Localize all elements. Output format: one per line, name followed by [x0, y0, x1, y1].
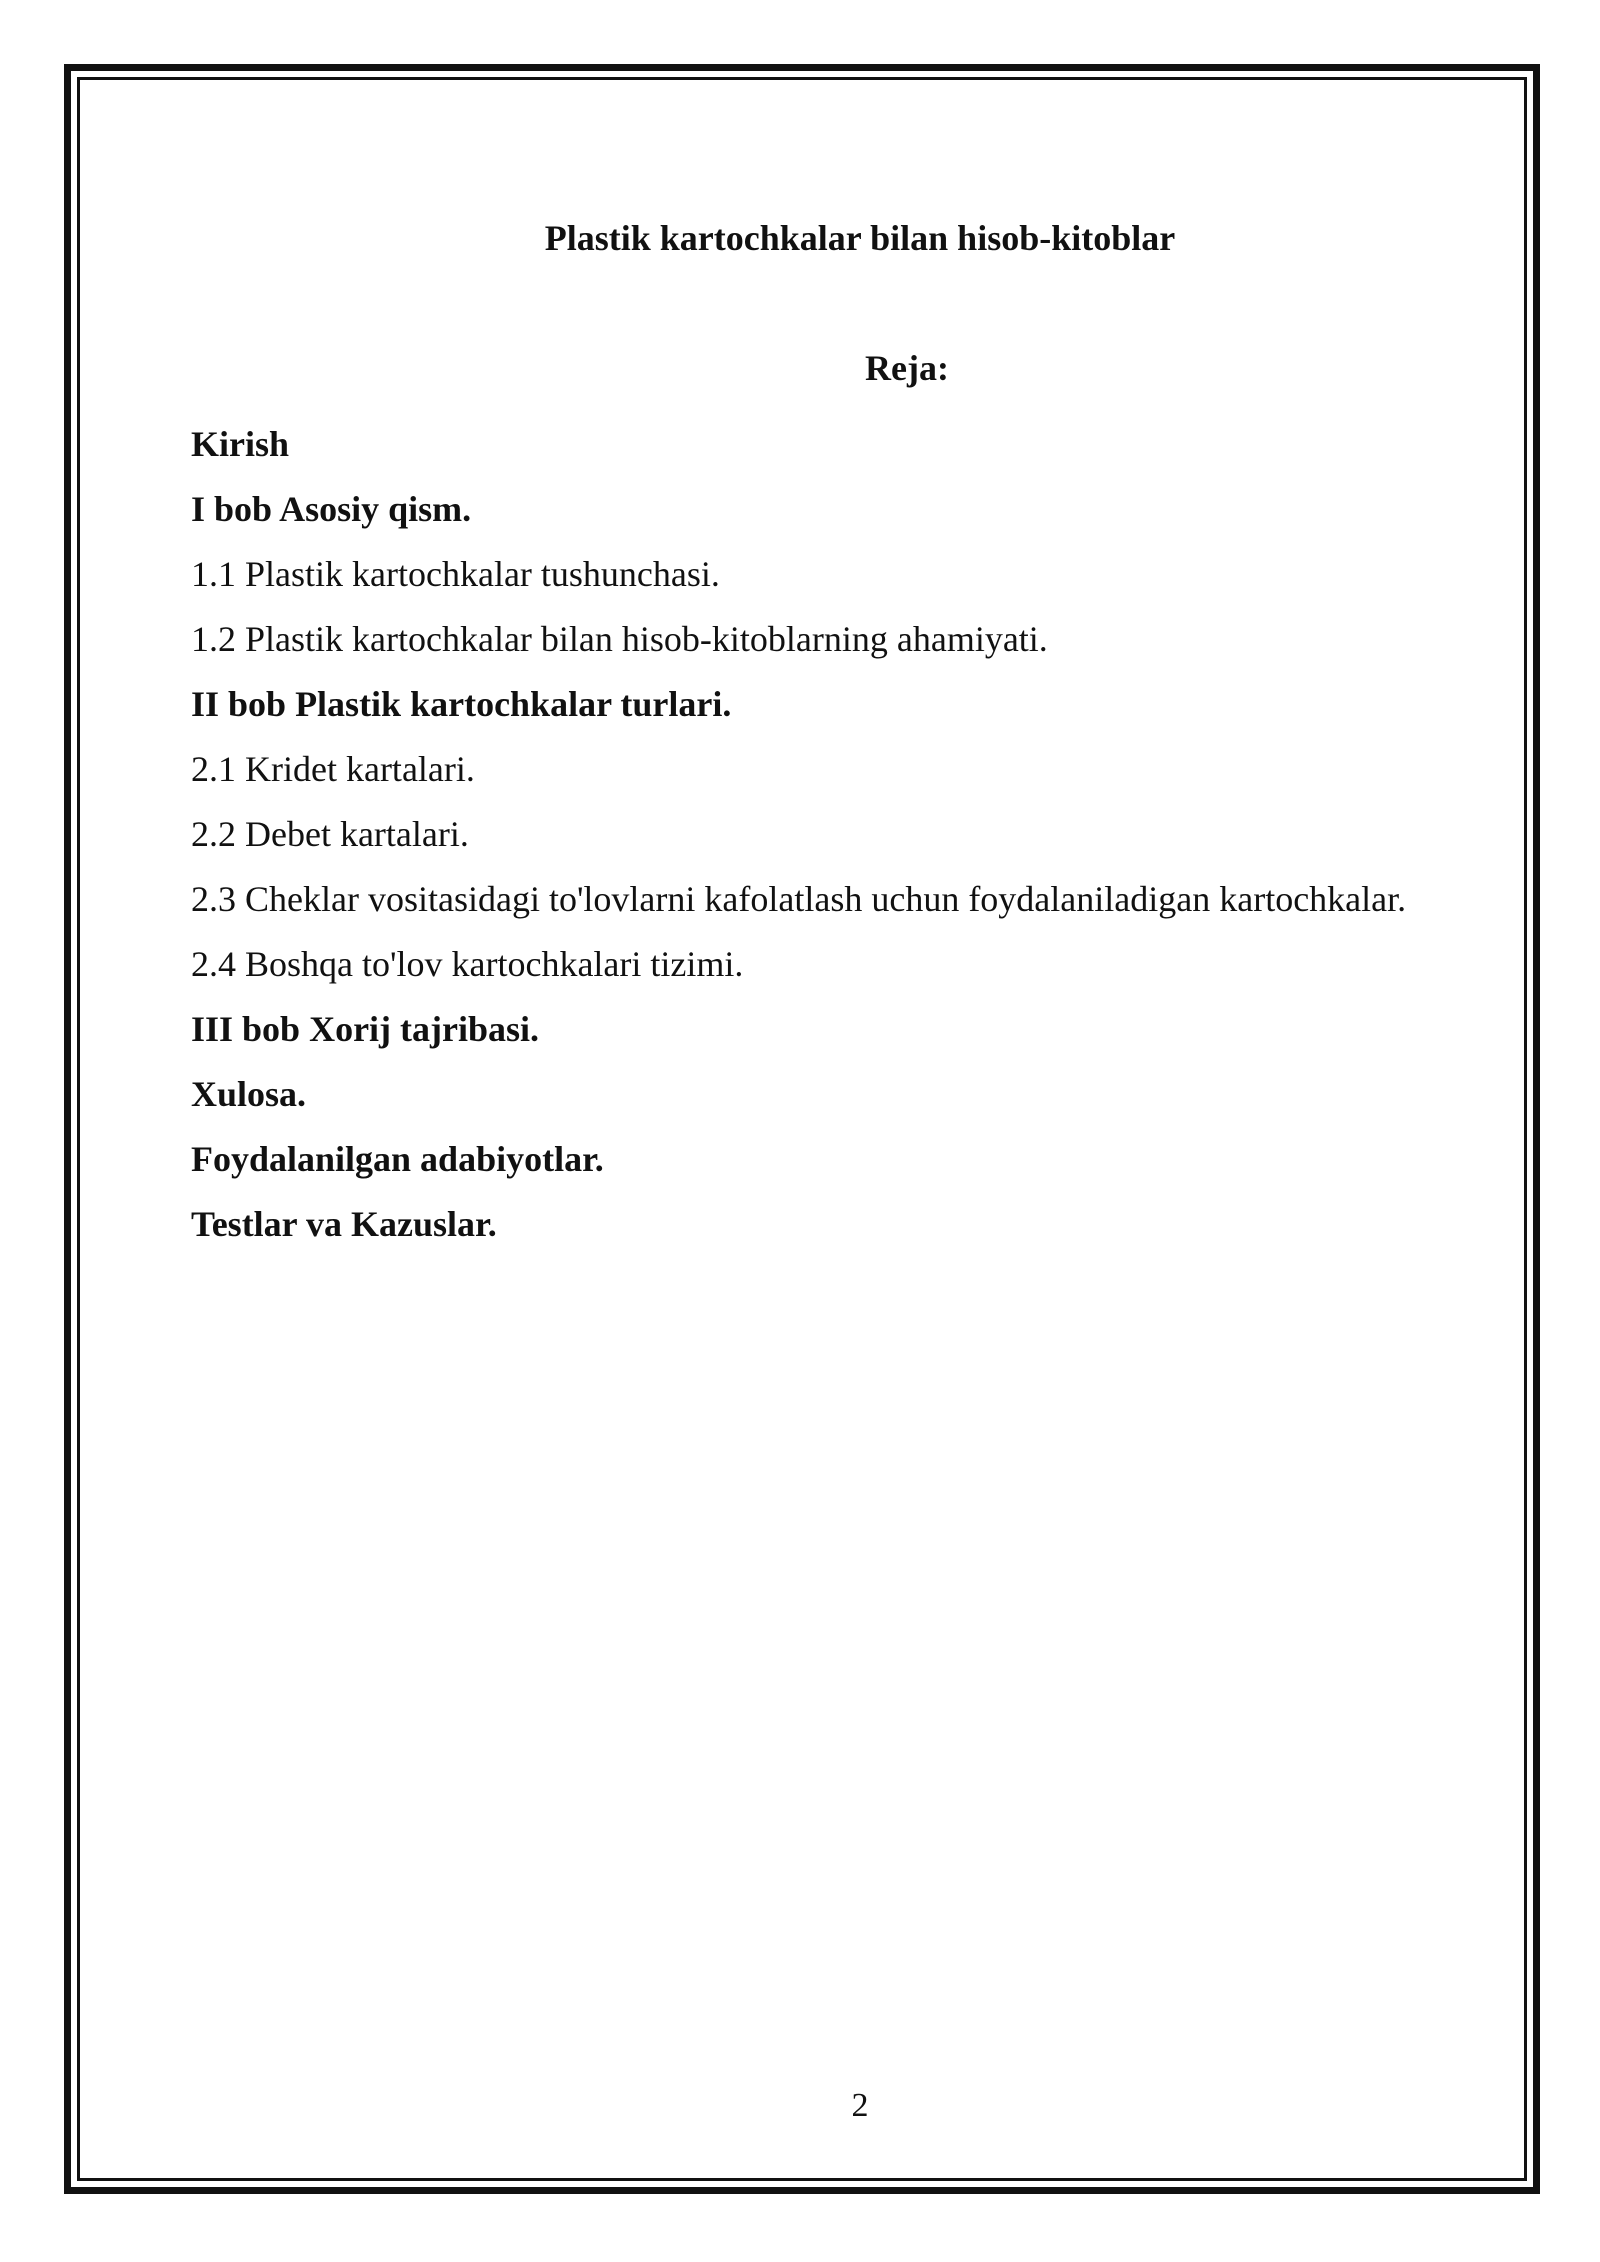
- toc-item: Xulosa.: [191, 1074, 307, 1114]
- toc-item: 2.2 Debet kartalari.: [191, 814, 469, 854]
- document-title: Plastik kartochkalar bilan hisob-kitoblar: [544, 218, 1176, 258]
- toc-item: III bob Xorij tajribasi.: [191, 1009, 540, 1049]
- toc-item: Foydalanilgan adabiyotlar.: [191, 1139, 604, 1179]
- toc-item: II bob Plastik kartochkalar turlari.: [191, 684, 732, 724]
- page-number: 2: [851, 2087, 869, 2124]
- table-of-contents: [191, 412, 1521, 1257]
- toc-item: I bob Asosiy qism.: [191, 489, 472, 529]
- toc-item: 2.1 Kridet kartalari.: [191, 749, 475, 789]
- plan-heading: Reja:: [865, 348, 949, 388]
- toc-item: 1.1 Plastik kartochkalar tushunchasi.: [191, 554, 720, 594]
- toc-item: Testlar va Kazuslar.: [191, 1204, 497, 1244]
- toc-item: Kirish: [191, 424, 290, 464]
- toc-item: 1.2 Plastik kartochkalar bilan hisob-kitoblarning ahamiyati.: [191, 619, 1048, 659]
- toc-item: 2.3 Cheklar vositasidagi to'lovlarni kafolatlash uchun foydalaniladigan kartochkalar.: [191, 879, 1407, 919]
- toc-item: 2.4 Boshqa to'lov kartochkalari tizimi.: [191, 944, 744, 984]
